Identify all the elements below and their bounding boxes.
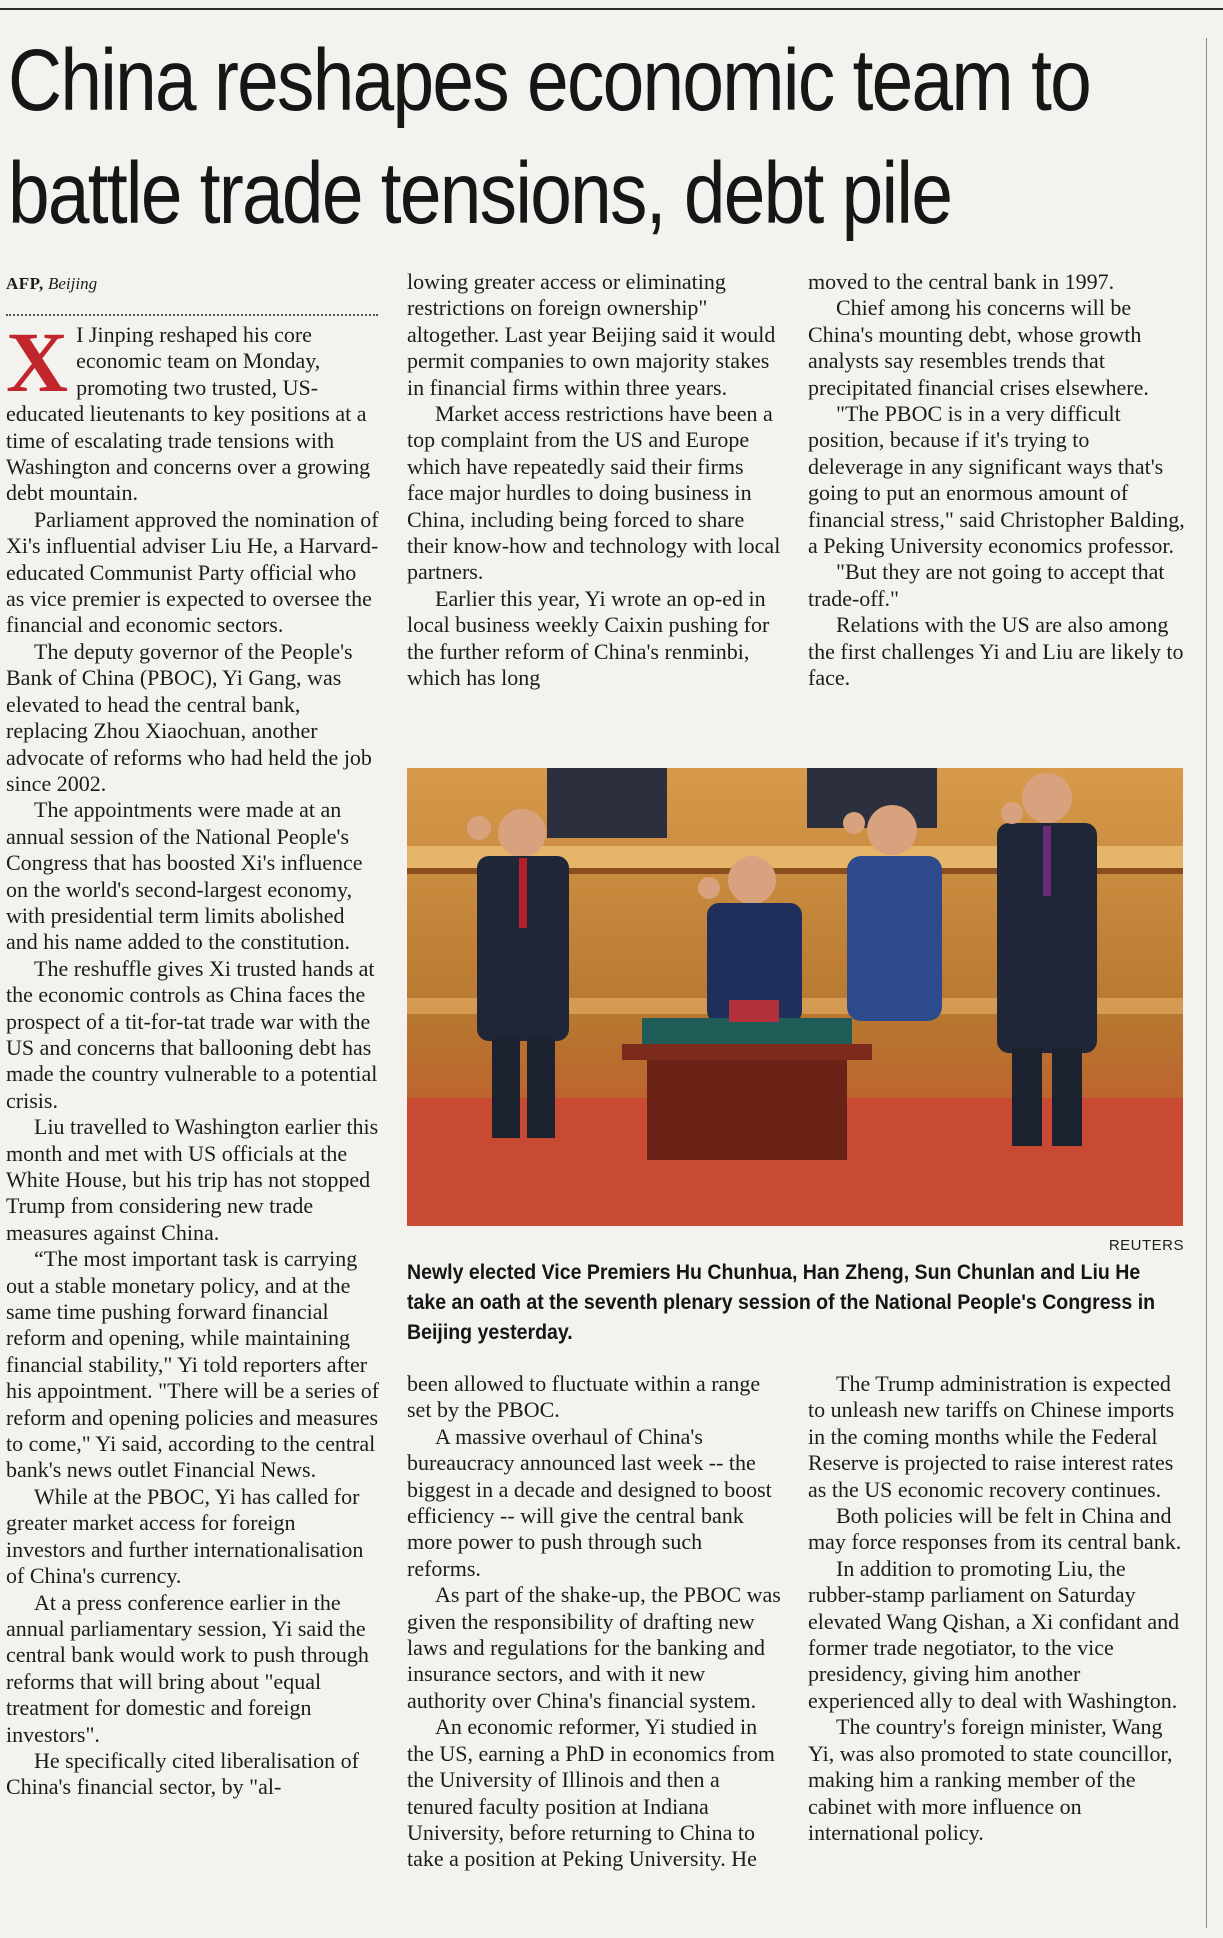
paragraph-text: I Jinping reshaped his core economic team on Monday, promoting two trusted, US-educated lieutenants to key positions at a time of escalating trade tensions with Washington and concerns over a growing debt mountain. [6,322,371,506]
paragraph: Parliament approved the nomination of Xi's influential adviser Liu He, a Harvard-educated Communist Party official who as vice premier is expected to oversee the financial and economic sectors. [6,506,379,638]
paragraph: An economic reformer, Yi studied in the US, earning a PhD in economics from the University of Illinois and then a tenured faculty position at Indiana University, before returning to China to take a position at Peking University. He [407,1714,775,1872]
article-column-1 [6,314,380,1801]
lead-paragraph [6,314,380,507]
paragraph: Market access restrictions have been a top complaint from the US and Europe which have repeatedly said their firms face major hurdles to doing business in China, including being forced to share their know-how and technology with local partners. [407,401,781,585]
paragraph: lowing greater access or eliminating restrictions on foreign ownership" altogether. Last year Beijing said it would permit companies to own majority stakes in financial firms within three years. [407,269,776,400]
paragraph: A massive overhaul of China's bureaucracy announced last week -- the biggest in a decade and designed to boost efficiency -- will give the central bank more power to push through such reforms. [407,1423,772,1581]
paragraph: In addition to promoting Liu, the rubber-stamp parliament on Saturday elevated Wang Qishan, a Xi confidant and former trade negotiator, to the vice presidency, giving him another experienced ally to deal with Washington. [808,1555,1180,1713]
paragraph: "But they are not going to accept that trade-off." [808,559,1165,611]
paragraph: The country's foreign minister, Wang Yi, was also promoted to state councillor, making him a ranking member of the cabinet with more influence on international policy. [808,1714,1173,1845]
paragraph: The deputy governor of the People's Bank of China (PBOC), Yi Gang, was elevated to head the central bank, replacing Zhou Xiaochuan, another advocate of reforms who had held the job since 2002. [6,638,372,796]
paragraph: Chief among his concerns will be China's mounting debt, whose growth analysts say resembles trends that precipitated financial crises elsewhere. [808,295,1149,400]
byline-city: Beijing [48,274,98,293]
photo-caption: Newly elected Vice Premiers Hu Chunhua, Han Zheng, Sun Chunlan and Liu He take an oath at the seventh plenary session of the National People's Congress in Beijing yesterday. [407,1261,1156,1344]
article-column-2 [407,269,781,692]
paragraph: Liu travelled to Washington earlier this month and met with US officials at the White House, but his trip has not stopped Trump from considering new trade measures against China. [6,1114,379,1245]
paragraph: At a press conference earlier in the annual parliamentary session, Yi said the central bank would work to push through reforms that will bring about "equal treatment for domestic and foreign investors". [6,1589,369,1747]
news-photo [407,768,1183,1226]
article-column-3 [808,269,1188,692]
paragraph: While at the PBOC, Yi has called for greater market access for foreign investors and further internationalisation of China's currency. [6,1483,364,1589]
paragraph: Both policies will be felt in China and may force responses from its central bank. [808,1503,1182,1555]
paragraph: been allowed to fluctuate within a range set by the PBOC. [407,1371,761,1423]
top-rule [0,8,1223,10]
article-column-2-continued [407,1371,781,1873]
paragraph: The appointments were made at an annual session of the National People's Congress that has boosted Xi's influence on the world's second-largest economy, with presidential term limits abolished and his name added to the constitution. [6,797,363,955]
byline [6,274,380,294]
column-rule [1206,38,1207,1928]
drop-cap: X [6,314,69,410]
headline: China reshapes economic team to battle trade tensions, debt pile [8,32,1091,242]
paragraph: "The PBOC is in a very difficult position, because if it's trying to deleverage in any significant ways that's going to put an enormous amount of financial stress," said Christopher Balding, a Peking University economics professor. [808,401,1185,559]
paragraph: Earlier this year, Yi wrote an op-ed in local business weekly Caixin pushing for the further reform of China's renminbi, which has long [407,585,770,691]
paragraph: The Trump administration is expected to unleash new tariffs on Chinese imports in the coming months while the Federal Reserve is projected to raise interest rates as the US economic recovery continues. [808,1371,1175,1502]
photo-credit: REUTERS [1108,1237,1184,1254]
article-column-3-continued [808,1371,1188,1846]
paragraph: He specifically cited liberalisation of China's financial sector, by "al- [6,1747,359,1800]
paragraph: moved to the central bank in 1997. [808,269,1115,294]
paragraph: Relations with the US are also among the first challenges Yi and Liu are likely to face. [808,612,1184,691]
byline-agency: AFP, [6,274,44,293]
paragraph: As part of the shake-up, the PBOC was given the responsibility of drafting new laws and regulations for the banking and insurance sectors, and with it new authority over China's financial system. [407,1582,781,1713]
paragraph: The reshuffle gives Xi trusted hands at the economic controls as China faces the prospect of a tit-for-tat trade war with the US and concerns that ballooning debt has made the country vulnerable to a potential crisis. [6,955,378,1113]
paragraph: “The most important task is carrying out a stable monetary policy, and at the same time pushing forward financial reform and opening, while maintaining financial stability," Yi told reporters after his appointment. "There will be a series of reform and opening policies and measures to come," Yi said, according to the central bank's news outlet Financial News. [6,1246,380,1483]
oath-ceremony-illustration [407,768,1183,1226]
